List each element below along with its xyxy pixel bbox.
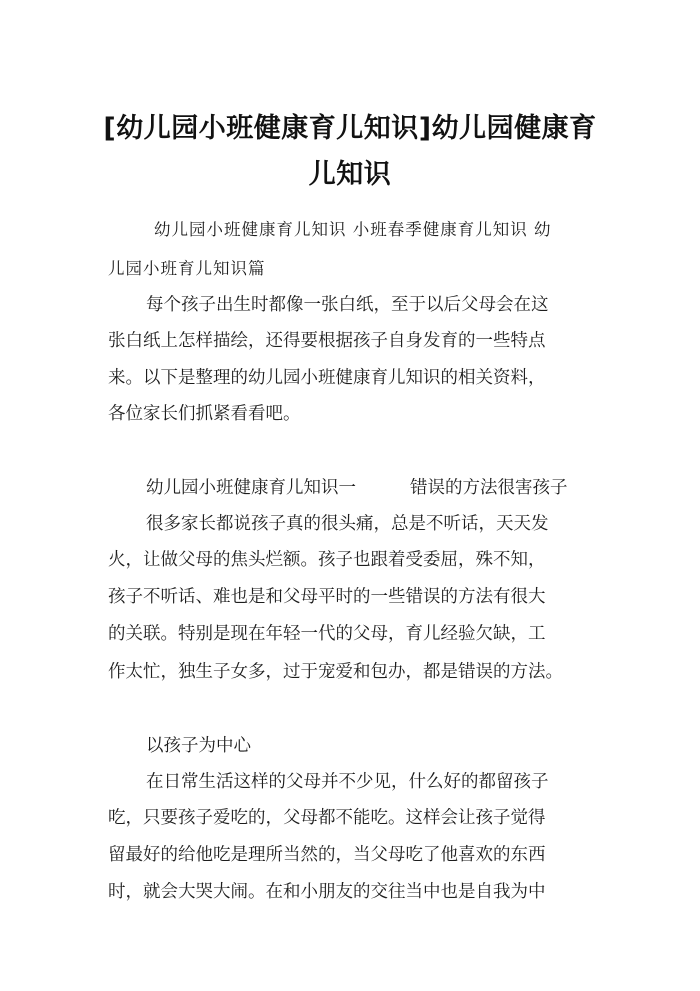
intro-heading-line-1: 幼儿园小班健康育儿知识 小班春季健康育儿知识 幼: [154, 220, 552, 239]
title-line-2: 儿知识: [308, 159, 392, 190]
para3-line-1: 在日常生活这样的父母并不少见，什么好的都留孩子: [146, 772, 549, 792]
para1-line-2: 张白纸上怎样描绘，还得要根据孩子自身发育的一些特点: [108, 331, 546, 351]
para2-line-5: 作太忙，独生子女多，过于宠爱和包办，都是错误的方法。: [108, 662, 563, 682]
para3-line-4: 时，就会大哭大闹。在和小朋友的交往当中也是自我为中: [108, 882, 546, 902]
para2-line-4: 的关联。特别是现在年轻一代的父母，育儿经验欠缺，工: [108, 624, 546, 644]
para2-line-3: 孩子不听话、难也是和父母平时的一些错误的方法有很大: [108, 587, 546, 607]
para2-line-1: 很多家长都说孩子真的很头痛，总是不听话，天天发: [146, 514, 549, 534]
para1-line-3: 来。以下是整理的幼儿园小班健康育儿知识的相关资料，: [108, 368, 546, 388]
para2-line-2: 火，让做父母的焦头烂额。孩子也跟着受委屈，殊不知，: [108, 550, 546, 570]
intro-heading-line-2: 儿园小班育儿知识篇: [108, 259, 266, 278]
section2-heading: 以孩子为中心: [146, 736, 251, 756]
title-line-1: [幼儿园小班健康育儿知识]幼儿园健康育: [103, 113, 597, 144]
document-title: [90, 106, 610, 198]
para3-line-2: 吃，只要孩子爱吃的，父母都不能吃。这样会让孩子觉得: [108, 808, 546, 828]
section1-heading-topic: 错误的方法很害孩子: [410, 478, 568, 498]
para3-line-3: 留最好的给他吃是理所当然的，当父母吃了他喜欢的东西: [108, 845, 546, 865]
para1-line-1: 每个孩子出生时都像一张白纸，至于以后父母会在这: [146, 295, 549, 315]
para1-line-4: 各位家长们抓紧看看吧。: [108, 404, 301, 424]
section1-heading-label: 幼儿园小班健康育儿知识一: [146, 478, 356, 498]
